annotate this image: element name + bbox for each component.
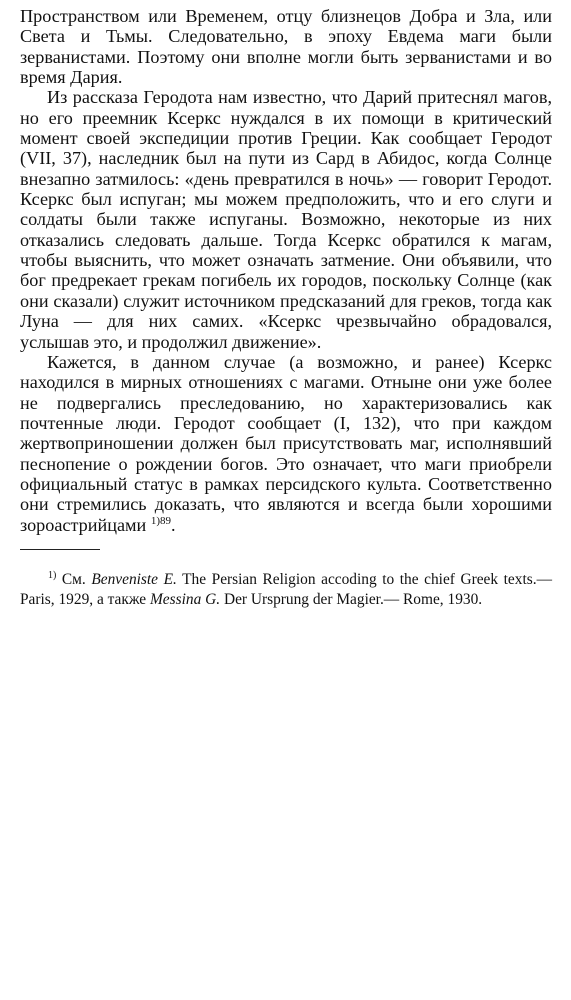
footnote-author-1: Benveniste E. [91,570,177,588]
paragraph-2-text: Из рассказа Геродота нам известно, что Дарий притеснял магов, но его преемник Ксеркс нуждался в их помощи в критический момент своей экспедиции против Греции. Как сообщает Геродот (VII, 37), наследник был на пути из Сард в Абидос, когда Солнце внезапно затмилось: «день превратился в ночь» — говорит Геродот. Ксеркс был испуган; мы можем предположить, что и его слуги и солдаты были также испуганы. Возможно, некоторые из них отказались следовать дальше. Тогда Ксеркс обратился к магам, чтобы выяснить, что может означать затмение. Они объявили, что бог предрекает грекам погибель их городов, поскольку Солнце (как они сказали) служит источником предсказаний для греков, тогда как Луна — для них самих. «Ксеркс чрезвычайно обрадовался, услышав это, и продолжил движение». [20,87,552,352]
footnote-reference: 1) [150,514,161,527]
footnote-divider [20,549,100,550]
footnote-title-1: The Persian Religion accoding to the chief Greek texts.— Paris, 1929, а также [20,570,552,609]
paragraph-3 [20,352,552,535]
paragraph-1 [20,6,552,87]
endnote-reference: 89 [160,514,172,527]
footnote-prefix: См. [61,570,86,588]
main-text [20,0,552,535]
footnote-title-2: Der Ursprung der Magier.— Rome, 1930. [223,591,483,609]
footnote-1 [20,570,552,611]
paragraph-2 [20,87,552,351]
paragraph-3-end: . [171,514,176,535]
paragraph-1-text: Пространством или Временем, отцу близнецов Добра и Зла, или Света и Тьмы. Следовательно, в эпоху Евдема маги были зерванистами. Поэтому они вполне могли быть зерванистами и во время Дария. [20,6,552,88]
footnote-author-2: Messina G. [149,591,221,609]
paragraph-3-text: Кажется, в данном случае (а возможно, и ранее) Ксеркс находился в мирных отношениях с магами. Отныне они уже более не подвергались преследованию, но характеризовались как почтенные люди. Геродот сообщает (I, 132), что при каждом жертвоприношении должен был присутствовать маг, исполнявший песнопение о рождении богов. Это означает, что маги приобрели официальный статус в рамках персидского культа. Соответственно они стремились доказать, что являются и всегда были хорошими зороастрийцами [20,351,552,535]
footnotes [20,570,552,611]
book-page [20,0,552,1000]
footnote-marker: 1) [48,569,57,581]
